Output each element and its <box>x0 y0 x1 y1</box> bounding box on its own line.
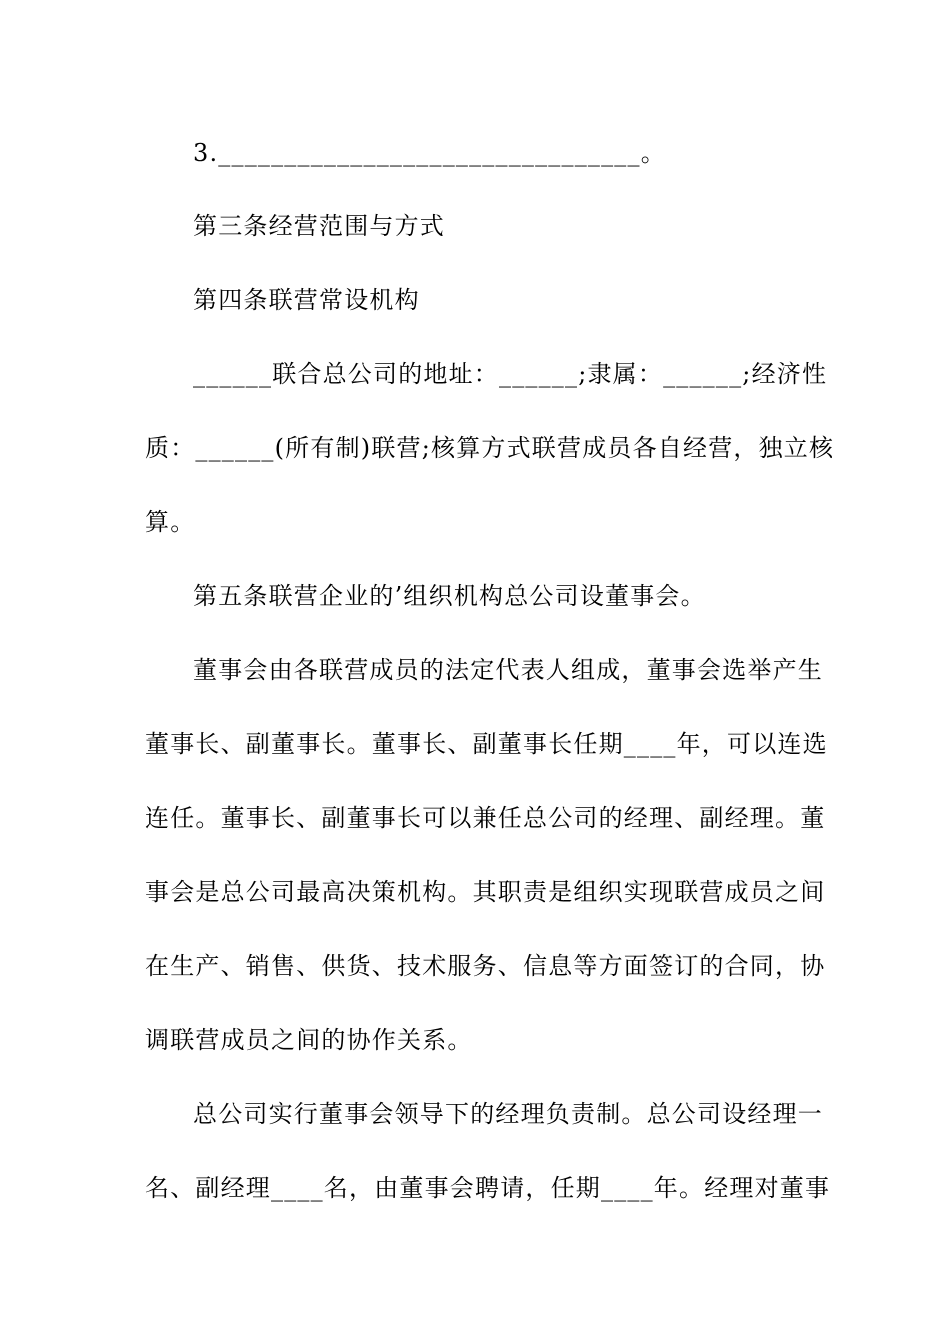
paragraph-line: 董事会由各联营成员的法定代表人组成，董事会选举产生 <box>193 656 823 684</box>
article-5-heading: 第五条联营企业的’组织机构总公司设董事会。 <box>193 582 706 610</box>
paragraph-line: 董事长、副董事长。董事长、副董事长任期____年，可以连选 <box>145 730 828 758</box>
paragraph-line: 质：______(所有制)联营;核算方式联营成员各自经营，独立核 <box>145 434 835 462</box>
paragraph-line: ______联合总公司的地址：______;隶属：______;经济性 <box>193 360 828 388</box>
paragraph-line: 名、副经理____名，由董事会聘请，任期____年。经理对董事 <box>145 1174 831 1202</box>
item-3-blank-line: 3.________________________________。 <box>193 139 666 167</box>
article-3-heading: 第三条经营范围与方式 <box>193 212 445 240</box>
article-4-heading: 第四条联营常设机构 <box>193 286 420 314</box>
paragraph-line: 算。 <box>145 508 196 536</box>
paragraph-line: 总公司实行董事会领导下的经理负责制。总公司设经理一 <box>193 1100 823 1128</box>
paragraph-line: 调联营成员之间的协作关系。 <box>145 1026 473 1054</box>
paragraph-line: 事会是总公司最高决策机构。其职责是组织实现联营成员之间 <box>145 878 826 906</box>
paragraph-line: 在生产、销售、供货、技术服务、信息等方面签订的合同，协 <box>145 952 826 980</box>
paragraph-line: 连任。董事长、副董事长可以兼任总公司的经理、副经理。董 <box>145 804 826 832</box>
